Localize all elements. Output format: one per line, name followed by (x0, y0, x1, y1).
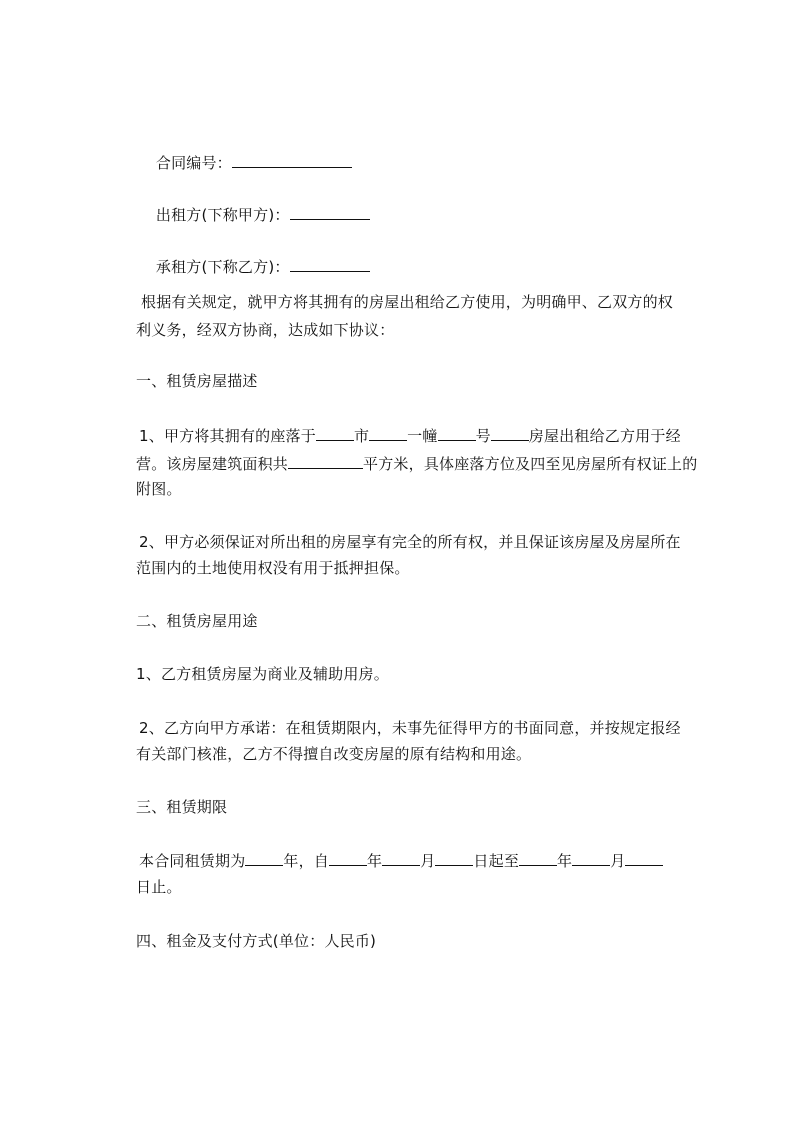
area-blank (288, 453, 363, 469)
end-month-blank (572, 850, 610, 866)
section1-item1-line3: 附图。 (136, 480, 182, 498)
section1-item1-line2 (136, 453, 697, 474)
section3-line2: 日止。 (136, 878, 182, 896)
section3-line1 (139, 850, 663, 871)
s1i1-text-c: 一幢 (407, 427, 438, 445)
section1-title: 一、租赁房屋描述 (136, 372, 258, 390)
s3-text-e: 日起至 (473, 852, 520, 870)
lessee-label: 承租方(下称乙方)： (155, 258, 290, 276)
city-blank (316, 425, 354, 441)
lessee-blank (290, 256, 370, 272)
section2-item2-line2: 有关部门核准，乙方不得擅自改变房屋的原有结构和用途。 (136, 745, 532, 763)
room-blank (491, 425, 529, 441)
s3-text-d: 月 (420, 852, 436, 870)
intro-line-1: 根据有关规定，就甲方将其拥有的房屋出租给乙方使用，为明确甲、乙双方的权 (141, 293, 674, 311)
contract-number-blank (232, 152, 352, 168)
street-blank (369, 425, 407, 441)
section2-item1: 1、乙方租赁房屋为商业及辅助用房。 (136, 665, 389, 683)
start-year-blank (329, 850, 367, 866)
section1-item2-line1: 2、甲方必须保证对所出租的房屋享有完全的所有权，并且保证该房屋及房屋所在 (139, 533, 681, 551)
s1i1-text-b: 市 (353, 427, 370, 445)
s1i1-text-a: 1、甲方将其拥有的座落于 (139, 427, 316, 445)
section4-title: 四、租金及支付方式(单位：人民币) (136, 932, 377, 950)
section2-title: 二、租赁房屋用途 (136, 612, 258, 630)
start-day-blank (435, 850, 473, 866)
s3-text-a: 本合同租赁期为 (139, 852, 246, 870)
term-years-blank (245, 850, 283, 866)
intro-line-2: 利义务，经双方协商，达成如下协议： (136, 321, 395, 339)
section3-title: 三、租赁期限 (136, 798, 228, 816)
contract-number-label: 合同编号： (155, 154, 232, 172)
s1i1-text-f: 营。该房屋建筑面积共 (136, 455, 289, 473)
start-month-blank (382, 850, 420, 866)
s3-text-f: 年 (557, 852, 573, 870)
s3-text-g: 月 (610, 852, 626, 870)
end-day-blank (625, 850, 663, 866)
s1i1-text-e: 房屋出租给乙方用于经 (528, 427, 681, 445)
s1i1-text-g: 平方米，具体座落方位及四至见房屋所有权证上的 (363, 455, 698, 473)
s3-text-c: 年 (367, 852, 383, 870)
lessor-label: 出租方(下称甲方)： (155, 206, 290, 224)
section1-item1-line1 (139, 425, 681, 446)
lessee-row (136, 236, 370, 297)
section1-item2-line2: 范围内的土地使用权没有用于抵押担保。 (136, 559, 410, 577)
s3-text-b: 年，自 (283, 852, 330, 870)
s1i1-text-d: 号 (475, 427, 491, 445)
building-blank (438, 425, 476, 441)
lessor-blank (290, 204, 370, 220)
end-year-blank (519, 850, 557, 866)
section2-item2-line1: 2、乙方向甲方承诺：在租赁期限内，未事先征得甲方的书面同意，并按规定报经 (139, 719, 681, 737)
